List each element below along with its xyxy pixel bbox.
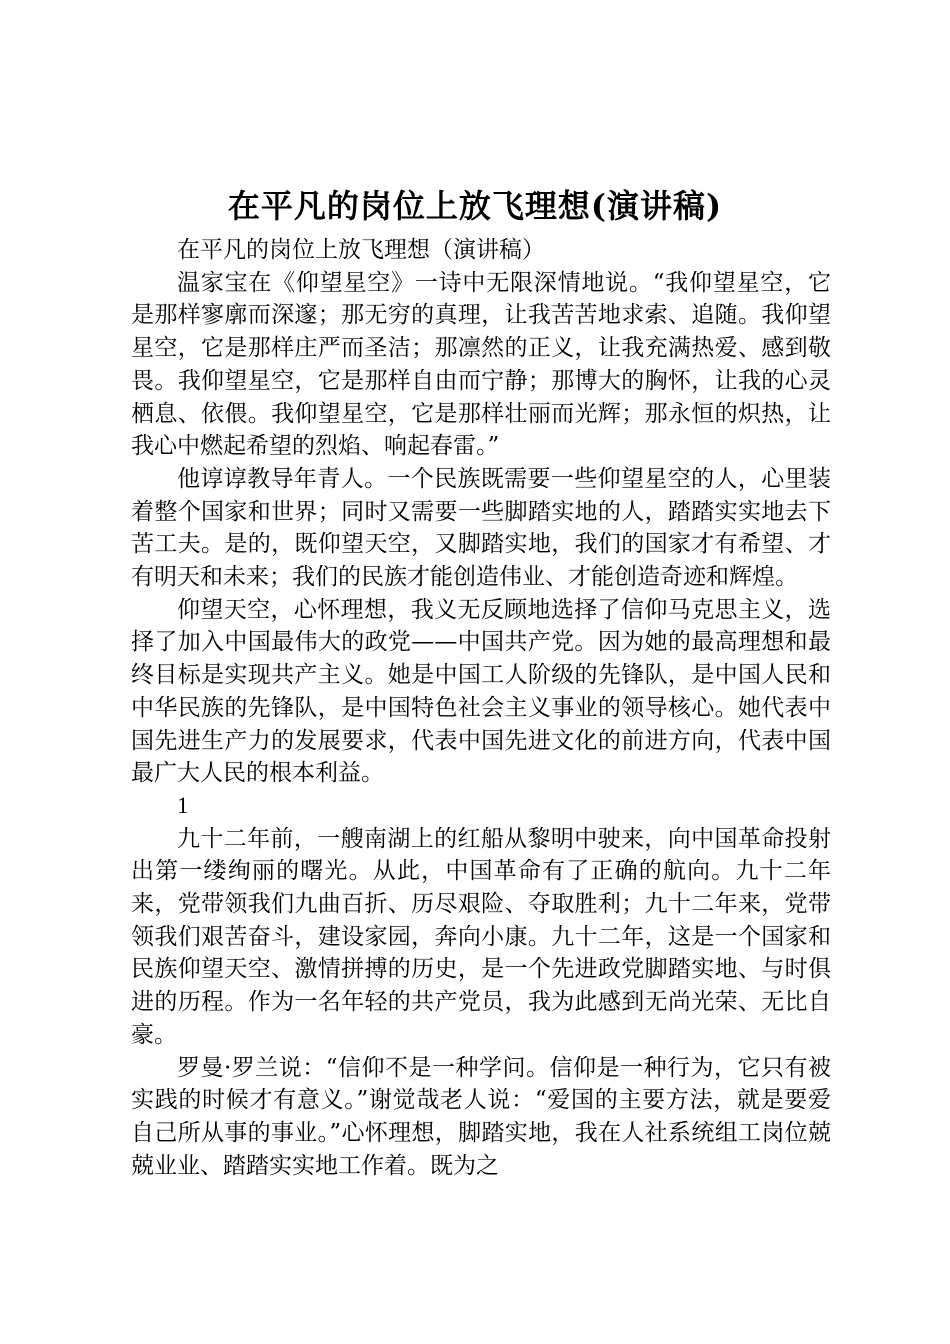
paragraph: 九十二年前，一艘南湖上的红船从黎明中驶来，向中国革命投射出第一缕绚丽的曙光。从此，中国革命有了正确的航向。九十二年来，党带领我们九曲百折、历尽艰险、夺取胜利；九十二年来，党带领我们艰苦奋斗，建设家园，奔向小康。九十二年，这是一个国家和民族仰望天空、激情拼搏的历史，是一个先进政党脚踏实地、与时俱进的历程。作为一名年轻的共产党员，我为此感到无尚光荣、无比自豪。: [131, 825, 831, 1048]
paragraph: 罗曼·罗兰说：“信仰不是一种学问。信仰是一种行为，它只有被实践的时候才有意义。”谢觉哉老人说：“爱国的主要方法，就是要爱自己所从事的事业。”心怀理想，脚踏实地，我在人社系统组工岗位兢兢业业、踏踏实实地工作着。既为之: [131, 1054, 831, 1179]
document-body: [131, 234, 831, 1182]
page-number: 1: [177, 792, 189, 818]
paragraph: 温家宝在《仰望星空》一诗中无限深情地说。“我仰望星空，它是那样寥廓而深邃；那无穷的真理，让我苦苦地求索、追随。我仰望星空，它是那样庄严而圣洁；那凛然的正义，让我充满热爱、感到敬畏。我仰望星空，它是那样自由而宁静；那博大的胸怀，让我的心灵栖息、依偎。我仰望星空，它是那样壮丽而光辉；那永恒的炽热，让我心中燃起希望的烈焰、响起春雷。”: [131, 269, 831, 460]
document-title: 在平凡的岗位上放飞理想(演讲稿): [227, 187, 723, 225]
paragraph-subtitle: 在平凡的岗位上放飞理想（演讲稿）: [177, 237, 545, 263]
paragraph: 他谆谆教导年青人。一个民族既需要一些仰望星空的人，心里装着整个国家和世界；同时又需要一些脚踏实地的人，踏踏实实地去下苦工夫。是的，既仰望天空，又脚踏实地，我们的国家才有希望、才有明天和未来；我们的民族才能创造伟业、才能创造奇迹和辉煌。: [131, 465, 831, 591]
paragraph: 仰望天空，心怀理想，我义无反顾地选择了信仰马克思主义，选择了加入中国最伟大的政党——中国共产党。因为她的最高理想和最终目标是实现共产主义。她是中国工人阶级的先锋队，是中国人民和中华民族的先锋队，是中国特色社会主义事业的领导核心。她代表中国先进生产力的发展要求，代表中国先进文化的前进方向，代表中国最广大人民的根本利益。: [131, 596, 831, 787]
